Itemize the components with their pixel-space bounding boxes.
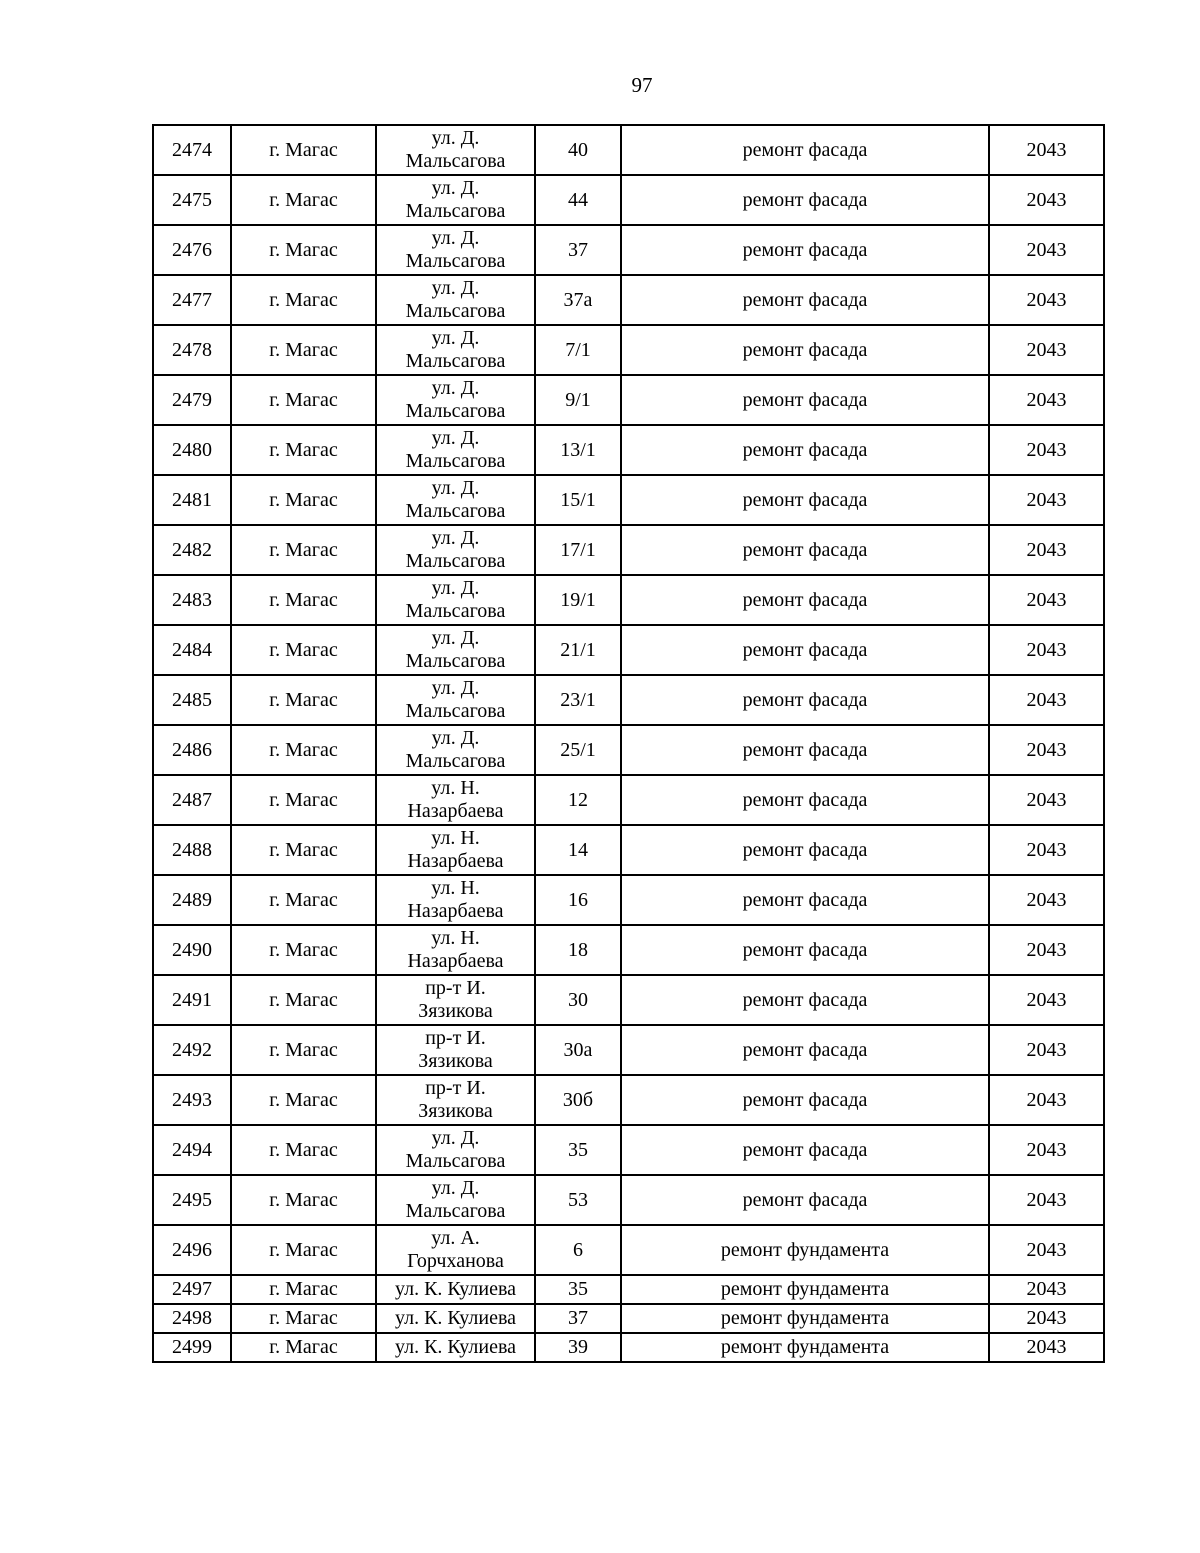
city-cell: г. Магас bbox=[231, 725, 376, 775]
city-cell: г. Магас bbox=[231, 525, 376, 575]
work-type-cell: ремонт фасада bbox=[621, 525, 989, 575]
year-cell: 2043 bbox=[989, 975, 1104, 1025]
street-line: ул. Д. bbox=[431, 1177, 480, 1199]
street-cell bbox=[376, 1304, 535, 1333]
house-number-cell: 16 bbox=[535, 875, 621, 925]
city-cell: г. Магас bbox=[231, 925, 376, 975]
table-row bbox=[153, 525, 1104, 575]
street-line: ул. Д. bbox=[431, 627, 480, 649]
work-type-cell: ремонт фасада bbox=[621, 825, 989, 875]
street-line: Мальсагова bbox=[405, 1150, 506, 1172]
table-row bbox=[153, 475, 1104, 525]
work-type-cell: ремонт фасада bbox=[621, 725, 989, 775]
work-type-cell: ремонт фасада bbox=[621, 125, 989, 175]
city-cell: г. Магас bbox=[231, 625, 376, 675]
street-line: Назарбаева bbox=[407, 800, 504, 822]
year-cell: 2043 bbox=[989, 775, 1104, 825]
street-line: ул. Н. bbox=[431, 777, 480, 799]
house-number-cell: 25/1 bbox=[535, 725, 621, 775]
street-line: Мальсагова bbox=[405, 600, 506, 622]
street-line: Горчханова bbox=[407, 1250, 504, 1272]
street-line: Назарбаева bbox=[407, 850, 504, 872]
street-line: пр-т И. bbox=[425, 1077, 486, 1099]
table-row bbox=[153, 1333, 1104, 1362]
street-cell bbox=[376, 875, 535, 925]
year-cell: 2043 bbox=[989, 225, 1104, 275]
street-cell bbox=[376, 125, 535, 175]
street-line: ул. К. Кулиева bbox=[394, 1307, 516, 1329]
house-number-cell: 9/1 bbox=[535, 375, 621, 425]
house-number-cell: 12 bbox=[535, 775, 621, 825]
table-row bbox=[153, 225, 1104, 275]
city-cell: г. Магас bbox=[231, 175, 376, 225]
street-line: ул. К. Кулиева bbox=[394, 1336, 516, 1358]
street-line: Мальсагова bbox=[405, 350, 506, 372]
table-row bbox=[153, 1225, 1104, 1275]
city-cell: г. Магас bbox=[231, 675, 376, 725]
row-number-cell: 2492 bbox=[153, 1025, 231, 1075]
table-row bbox=[153, 675, 1104, 725]
street-cell bbox=[376, 1125, 535, 1175]
row-number-cell: 2491 bbox=[153, 975, 231, 1025]
year-cell: 2043 bbox=[989, 1333, 1104, 1362]
table-row bbox=[153, 1125, 1104, 1175]
house-number-cell: 30а bbox=[535, 1025, 621, 1075]
city-cell: г. Магас bbox=[231, 1225, 376, 1275]
street-cell bbox=[376, 725, 535, 775]
row-number-cell: 2489 bbox=[153, 875, 231, 925]
row-number-cell: 2486 bbox=[153, 725, 231, 775]
year-cell: 2043 bbox=[989, 375, 1104, 425]
street-line: ул. Н. bbox=[431, 877, 480, 899]
city-cell: г. Магас bbox=[231, 475, 376, 525]
house-number-cell: 30б bbox=[535, 1075, 621, 1125]
row-number-cell: 2494 bbox=[153, 1125, 231, 1175]
street-cell bbox=[376, 425, 535, 475]
street-line: Зязикова bbox=[418, 1000, 493, 1022]
street-cell bbox=[376, 375, 535, 425]
house-number-cell: 37а bbox=[535, 275, 621, 325]
house-number-cell: 17/1 bbox=[535, 525, 621, 575]
row-number-cell: 2475 bbox=[153, 175, 231, 225]
row-number-cell: 2482 bbox=[153, 525, 231, 575]
house-number-cell: 40 bbox=[535, 125, 621, 175]
city-cell: г. Магас bbox=[231, 1275, 376, 1304]
year-cell: 2043 bbox=[989, 275, 1104, 325]
table-row bbox=[153, 1304, 1104, 1333]
house-number-cell: 21/1 bbox=[535, 625, 621, 675]
house-number-cell: 37 bbox=[535, 225, 621, 275]
house-number-cell: 7/1 bbox=[535, 325, 621, 375]
year-cell: 2043 bbox=[989, 675, 1104, 725]
table-row bbox=[153, 725, 1104, 775]
table-row bbox=[153, 625, 1104, 675]
street-line: ул. К. Кулиева bbox=[394, 1278, 516, 1300]
table-row bbox=[153, 1275, 1104, 1304]
city-cell: г. Магас bbox=[231, 225, 376, 275]
year-cell: 2043 bbox=[989, 1304, 1104, 1333]
table-body bbox=[153, 125, 1104, 1362]
street-line: ул. Д. bbox=[431, 577, 480, 599]
row-number-cell: 2495 bbox=[153, 1175, 231, 1225]
street-line: Мальсагова bbox=[405, 150, 506, 172]
table-row bbox=[153, 175, 1104, 225]
street-cell bbox=[376, 675, 535, 725]
year-cell: 2043 bbox=[989, 575, 1104, 625]
table-row bbox=[153, 125, 1104, 175]
city-cell: г. Магас bbox=[231, 825, 376, 875]
street-cell bbox=[376, 1333, 535, 1362]
street-cell bbox=[376, 325, 535, 375]
street-line: Мальсагова bbox=[405, 450, 506, 472]
street-line: ул. Н. bbox=[431, 927, 480, 949]
row-number-cell: 2493 bbox=[153, 1075, 231, 1125]
year-cell: 2043 bbox=[989, 475, 1104, 525]
street-line: ул. Д. bbox=[431, 127, 480, 149]
year-cell: 2043 bbox=[989, 1175, 1104, 1225]
street-cell bbox=[376, 1275, 535, 1304]
work-type-cell: ремонт фасада bbox=[621, 225, 989, 275]
work-type-cell: ремонт фундамента bbox=[621, 1275, 989, 1304]
house-number-cell: 35 bbox=[535, 1125, 621, 1175]
work-type-cell: ремонт фасада bbox=[621, 325, 989, 375]
street-line: ул. Д. bbox=[431, 327, 480, 349]
street-line: ул. Д. bbox=[431, 1127, 480, 1149]
street-line: Зязикова bbox=[418, 1100, 493, 1122]
work-type-cell: ремонт фасада bbox=[621, 1025, 989, 1075]
street-line: ул. Д. bbox=[431, 427, 480, 449]
street-line: ул. Д. bbox=[431, 477, 480, 499]
street-cell bbox=[376, 225, 535, 275]
city-cell: г. Магас bbox=[231, 425, 376, 475]
house-number-cell: 19/1 bbox=[535, 575, 621, 625]
table-row bbox=[153, 1025, 1104, 1075]
year-cell: 2043 bbox=[989, 1125, 1104, 1175]
street-line: ул. Д. bbox=[431, 177, 480, 199]
street-cell bbox=[376, 475, 535, 525]
city-cell: г. Магас bbox=[231, 125, 376, 175]
street-line: ул. Д. bbox=[431, 727, 480, 749]
row-number-cell: 2477 bbox=[153, 275, 231, 325]
table-row bbox=[153, 925, 1104, 975]
work-type-cell: ремонт фасада bbox=[621, 1075, 989, 1125]
street-cell bbox=[376, 1225, 535, 1275]
street-line: Мальсагова bbox=[405, 750, 506, 772]
table-row bbox=[153, 425, 1104, 475]
house-number-cell: 39 bbox=[535, 1333, 621, 1362]
city-cell: г. Магас bbox=[231, 1075, 376, 1125]
row-number-cell: 2474 bbox=[153, 125, 231, 175]
street-line: Мальсагова bbox=[405, 200, 506, 222]
year-cell: 2043 bbox=[989, 1275, 1104, 1304]
row-number-cell: 2499 bbox=[153, 1333, 231, 1362]
year-cell: 2043 bbox=[989, 725, 1104, 775]
work-type-cell: ремонт фасада bbox=[621, 275, 989, 325]
street-line: Мальсагова bbox=[405, 400, 506, 422]
street-line: ул. Д. bbox=[431, 377, 480, 399]
street-line: Назарбаева bbox=[407, 900, 504, 922]
work-type-cell: ремонт фасада bbox=[621, 875, 989, 925]
year-cell: 2043 bbox=[989, 625, 1104, 675]
row-number-cell: 2476 bbox=[153, 225, 231, 275]
street-cell bbox=[376, 275, 535, 325]
row-number-cell: 2484 bbox=[153, 625, 231, 675]
row-number-cell: 2481 bbox=[153, 475, 231, 525]
year-cell: 2043 bbox=[989, 175, 1104, 225]
street-line: Мальсагова bbox=[405, 550, 506, 572]
street-cell bbox=[376, 975, 535, 1025]
street-line: Мальсагова bbox=[405, 500, 506, 522]
table-row bbox=[153, 275, 1104, 325]
city-cell: г. Магас bbox=[231, 1304, 376, 1333]
row-number-cell: 2490 bbox=[153, 925, 231, 975]
table-row bbox=[153, 975, 1104, 1025]
street-line: Мальсагова bbox=[405, 700, 506, 722]
street-cell bbox=[376, 1075, 535, 1125]
row-number-cell: 2478 bbox=[153, 325, 231, 375]
house-number-cell: 18 bbox=[535, 925, 621, 975]
city-cell: г. Магас bbox=[231, 375, 376, 425]
work-type-cell: ремонт фундамента bbox=[621, 1333, 989, 1362]
street-cell bbox=[376, 775, 535, 825]
work-type-cell: ремонт фундамента bbox=[621, 1225, 989, 1275]
year-cell: 2043 bbox=[989, 875, 1104, 925]
street-cell bbox=[376, 1025, 535, 1075]
year-cell: 2043 bbox=[989, 925, 1104, 975]
street-line: ул. А. bbox=[431, 1227, 480, 1249]
street-line: Мальсагова bbox=[405, 300, 506, 322]
table-row bbox=[153, 325, 1104, 375]
street-line: ул. Д. bbox=[431, 527, 480, 549]
street-cell bbox=[376, 625, 535, 675]
year-cell: 2043 bbox=[989, 125, 1104, 175]
work-type-cell: ремонт фасада bbox=[621, 975, 989, 1025]
house-number-cell: 23/1 bbox=[535, 675, 621, 725]
street-cell bbox=[376, 175, 535, 225]
street-line: Назарбаева bbox=[407, 950, 504, 972]
table-row bbox=[153, 775, 1104, 825]
row-number-cell: 2487 bbox=[153, 775, 231, 825]
table-row bbox=[153, 1175, 1104, 1225]
year-cell: 2043 bbox=[989, 825, 1104, 875]
row-number-cell: 2497 bbox=[153, 1275, 231, 1304]
city-cell: г. Магас bbox=[231, 325, 376, 375]
work-type-cell: ремонт фасада bbox=[621, 775, 989, 825]
year-cell: 2043 bbox=[989, 1025, 1104, 1075]
table-row bbox=[153, 1075, 1104, 1125]
street-line: ул. Д. bbox=[431, 677, 480, 699]
street-line: ул. Д. bbox=[431, 277, 480, 299]
street-cell bbox=[376, 925, 535, 975]
row-number-cell: 2480 bbox=[153, 425, 231, 475]
row-number-cell: 2479 bbox=[153, 375, 231, 425]
year-cell: 2043 bbox=[989, 525, 1104, 575]
street-cell bbox=[376, 575, 535, 625]
street-cell bbox=[376, 525, 535, 575]
work-type-cell: ремонт фасада bbox=[621, 175, 989, 225]
city-cell: г. Магас bbox=[231, 1125, 376, 1175]
work-type-cell: ремонт фасада bbox=[621, 625, 989, 675]
city-cell: г. Магас bbox=[231, 1025, 376, 1075]
city-cell: г. Магас bbox=[231, 775, 376, 825]
work-type-cell: ремонт фасада bbox=[621, 575, 989, 625]
house-number-cell: 13/1 bbox=[535, 425, 621, 475]
work-type-cell: ремонт фасада bbox=[621, 425, 989, 475]
house-number-cell: 44 bbox=[535, 175, 621, 225]
house-number-cell: 30 bbox=[535, 975, 621, 1025]
year-cell: 2043 bbox=[989, 325, 1104, 375]
house-number-cell: 35 bbox=[535, 1275, 621, 1304]
house-number-cell: 37 bbox=[535, 1304, 621, 1333]
work-type-cell: ремонт фасада bbox=[621, 1175, 989, 1225]
work-type-cell: ремонт фасада bbox=[621, 475, 989, 525]
city-cell: г. Магас bbox=[231, 575, 376, 625]
row-number-cell: 2496 bbox=[153, 1225, 231, 1275]
table-row bbox=[153, 875, 1104, 925]
house-number-cell: 15/1 bbox=[535, 475, 621, 525]
table-row bbox=[153, 575, 1104, 625]
street-line: ул. Н. bbox=[431, 827, 480, 849]
street-line: Мальсагова bbox=[405, 650, 506, 672]
row-number-cell: 2488 bbox=[153, 825, 231, 875]
work-type-cell: ремонт фасада bbox=[621, 375, 989, 425]
year-cell: 2043 bbox=[989, 1225, 1104, 1275]
year-cell: 2043 bbox=[989, 1075, 1104, 1125]
street-cell bbox=[376, 825, 535, 875]
street-line: Мальсагова bbox=[405, 1200, 506, 1222]
street-line: пр-т И. bbox=[425, 977, 486, 999]
street-line: Мальсагова bbox=[405, 250, 506, 272]
street-cell bbox=[376, 1175, 535, 1225]
house-number-cell: 53 bbox=[535, 1175, 621, 1225]
street-line: ул. Д. bbox=[431, 227, 480, 249]
street-line: пр-т И. bbox=[425, 1027, 486, 1049]
work-type-cell: ремонт фасада bbox=[621, 925, 989, 975]
street-line: Зязикова bbox=[418, 1050, 493, 1072]
work-type-cell: ремонт фасада bbox=[621, 1125, 989, 1175]
city-cell: г. Магас bbox=[231, 1333, 376, 1362]
city-cell: г. Магас bbox=[231, 1175, 376, 1225]
house-number-cell: 6 bbox=[535, 1225, 621, 1275]
work-type-cell: ремонт фундамента bbox=[621, 1304, 989, 1333]
repair-schedule-table bbox=[152, 124, 1105, 1363]
table-row bbox=[153, 375, 1104, 425]
page-number: 97 bbox=[631, 73, 653, 97]
row-number-cell: 2483 bbox=[153, 575, 231, 625]
row-number-cell: 2485 bbox=[153, 675, 231, 725]
city-cell: г. Магас bbox=[231, 275, 376, 325]
city-cell: г. Магас bbox=[231, 875, 376, 925]
city-cell: г. Магас bbox=[231, 975, 376, 1025]
year-cell: 2043 bbox=[989, 425, 1104, 475]
work-type-cell: ремонт фасада bbox=[621, 675, 989, 725]
table-row bbox=[153, 825, 1104, 875]
house-number-cell: 14 bbox=[535, 825, 621, 875]
row-number-cell: 2498 bbox=[153, 1304, 231, 1333]
